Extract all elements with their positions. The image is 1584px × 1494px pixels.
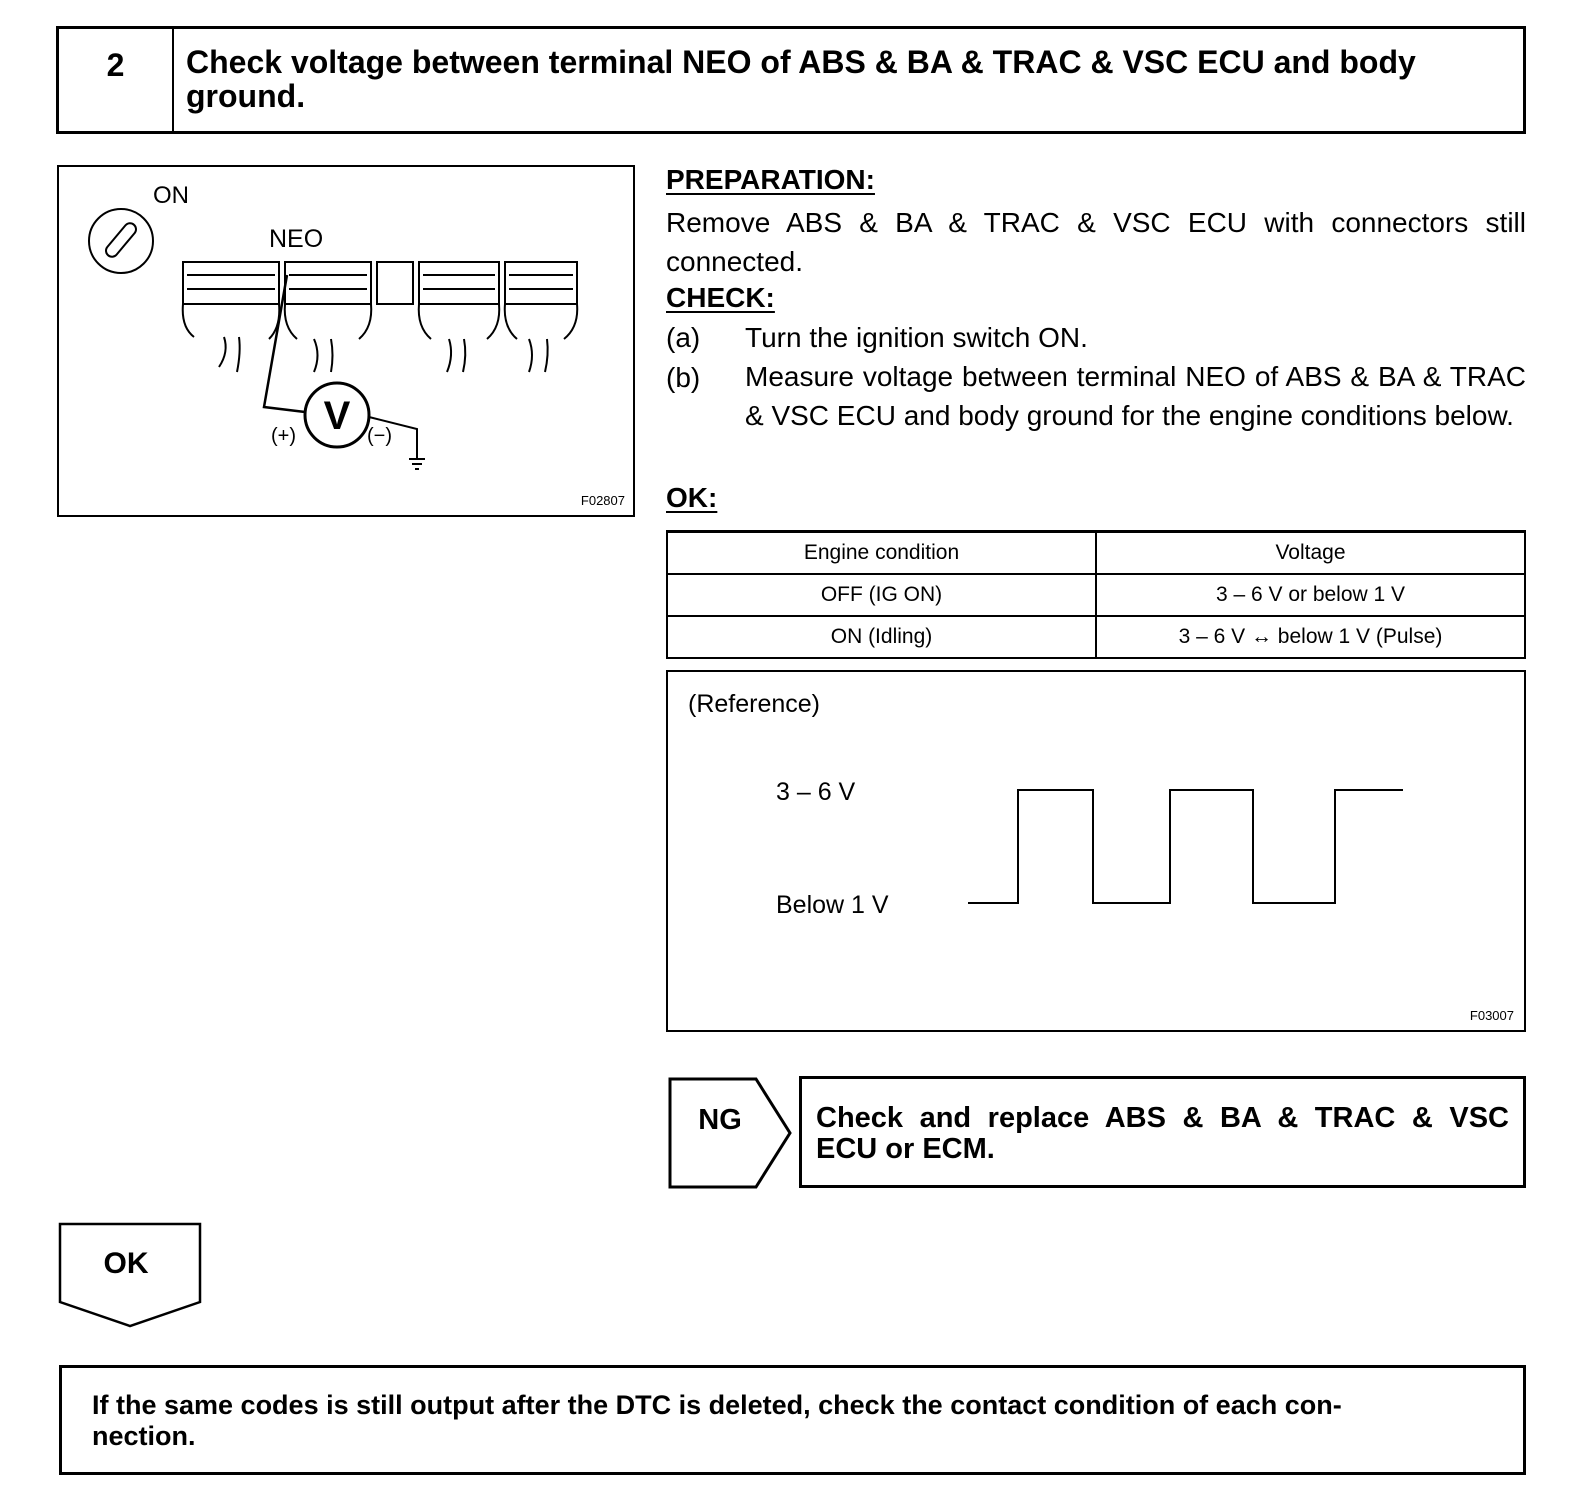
negative-probe-label: (−) (367, 425, 392, 447)
ignition-switch-icon (89, 209, 153, 273)
connector-illustration (59, 167, 633, 515)
ok-flow-arrow (58, 1222, 202, 1340)
voltmeter-symbol: V (323, 394, 351, 438)
table-row (667, 574, 1525, 616)
waveform-chart (668, 672, 1524, 1030)
table-cell: 3 – 6 V ↔ below 1 V (Pulse) (1096, 616, 1525, 658)
high-level-label: 3 – 6 V (776, 778, 856, 806)
ng-result-box (799, 1076, 1526, 1188)
connector-diagram (57, 165, 635, 517)
table-cell: ON (Idling) (667, 616, 1096, 658)
table-header-cell: Engine condition (667, 532, 1096, 575)
step-header (56, 26, 1526, 134)
check-item-label-a: (a) (666, 322, 701, 353)
preparation-heading: PREPARATION: (666, 164, 875, 195)
check-item-text-a: Turn the ignition switch ON. (745, 322, 1088, 353)
low-level-label: Below 1 V (776, 891, 889, 919)
preparation-text: Remove ABS & BA & TRAC & VSC ECU with connectors still connected. (666, 207, 1526, 277)
check-item-text-b: Measure voltage between terminal NEO of ABS & BA & TRAC & VSC ECU and body ground for the engine conditions below. (745, 361, 1526, 431)
switch-on-label: ON (153, 182, 189, 209)
figure-code: F02807 (580, 493, 625, 508)
ng-result-line1: Check and replace ABS & BA & TRAC & VSC (816, 1102, 1509, 1134)
reference-label: (Reference) (688, 690, 820, 718)
table-cell: OFF (IG ON) (667, 574, 1096, 616)
figure-code: F03007 (1469, 1008, 1514, 1023)
check-heading: CHECK: (666, 282, 775, 313)
ok-heading: OK: (666, 482, 718, 513)
probe-lead (264, 275, 305, 412)
final-note-box (59, 1365, 1526, 1475)
ok-spec-table (666, 530, 1526, 659)
table-header-cell: Voltage (1096, 532, 1525, 575)
table-header-row (667, 532, 1525, 575)
check-item-label-b: (b) (666, 362, 701, 393)
reference-waveform (666, 670, 1526, 1032)
table-cell: 3 – 6 V or below 1 V (1096, 574, 1525, 616)
pulse-waveform-line (968, 790, 1403, 903)
ok-flow-label: OK (103, 1247, 149, 1280)
final-note-line1: If the same codes is still output after the DTC is deleted, check the contact condition of each con- (92, 1390, 1342, 1420)
neo-terminal-label: NEO (269, 225, 324, 253)
step-title: Check voltage between terminal NEO of ABS & BA & TRAC & VSC ECU and body ground. (186, 44, 1416, 114)
ng-flow-arrow (668, 1077, 796, 1189)
ng-result-line2: ECU or ECM. (816, 1133, 995, 1165)
final-note-line2: nection. (92, 1421, 196, 1451)
ng-label: NG (698, 1104, 742, 1136)
step-number: 2 (59, 29, 174, 131)
positive-probe-label: (+) (271, 425, 296, 447)
table-row (667, 616, 1525, 658)
ecu-connectors (183, 262, 578, 372)
